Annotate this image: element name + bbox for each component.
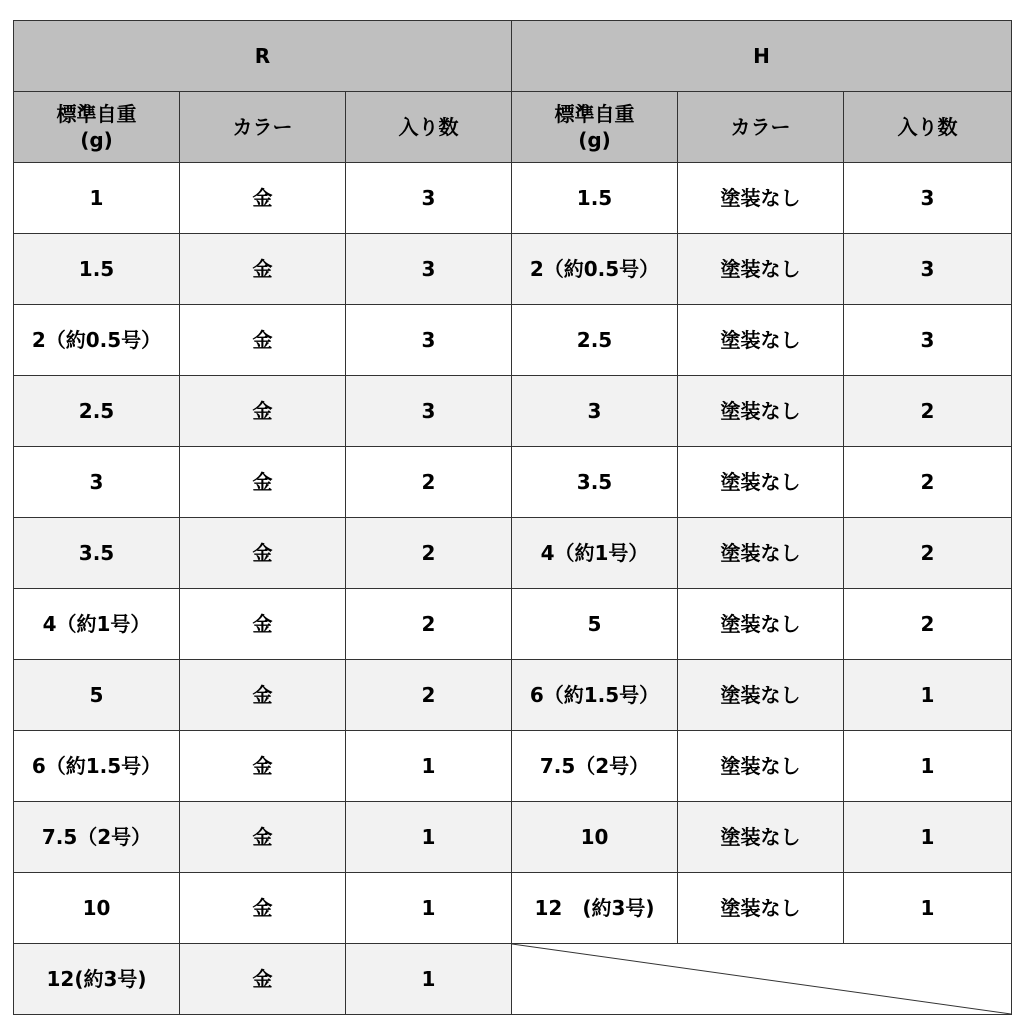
weight-header-line1: 標準自重 [554,102,635,126]
weight-spec-table [13,20,1012,1015]
column-header-count-h: 入り数 [844,92,1012,163]
group-header-row [14,21,1012,92]
table-row [14,802,1012,873]
table-row [14,660,1012,731]
r-color-cell: 金 [180,944,346,1015]
r-count-cell: 2 [346,589,512,660]
h-color-cell: 塗装なし [678,873,844,944]
h-count-cell: 1 [844,802,1012,873]
h-count-cell: 2 [844,376,1012,447]
group-header-r: R [14,21,512,92]
weight-header-line1: 標準自重 [56,102,137,126]
r-weight-cell: 1.5 [14,234,180,305]
column-header-weight-r [14,92,180,163]
weight-header-line2: (g) [578,128,611,152]
r-color-cell: 金 [180,873,346,944]
group-header-h: H [512,21,1012,92]
h-color-cell: 塗装なし [678,660,844,731]
r-weight-cell: 7.5（2号） [14,802,180,873]
r-weight-cell: 10 [14,873,180,944]
h-weight-cell: 6（約1.5号） [512,660,678,731]
h-color-cell: 塗装なし [678,376,844,447]
table-row [14,234,1012,305]
r-count-cell: 1 [346,873,512,944]
r-weight-cell: 4（約1号） [14,589,180,660]
r-count-cell: 2 [346,518,512,589]
r-weight-cell: 3.5 [14,518,180,589]
r-color-cell: 金 [180,305,346,376]
r-color-cell: 金 [180,163,346,234]
h-weight-cell: 3 [512,376,678,447]
r-color-cell: 金 [180,234,346,305]
h-weight-cell: 2.5 [512,305,678,376]
r-color-cell: 金 [180,518,346,589]
r-count-cell: 2 [346,447,512,518]
r-count-cell: 2 [346,660,512,731]
h-weight-cell: 1.5 [512,163,678,234]
column-header-color-r: カラー [180,92,346,163]
r-weight-cell: 1 [14,163,180,234]
r-count-cell: 1 [346,944,512,1015]
weight-header-line2: (g) [80,128,113,152]
column-header-weight-h [512,92,678,163]
h-count-cell: 1 [844,873,1012,944]
r-weight-cell: 3 [14,447,180,518]
r-weight-cell: 2.5 [14,376,180,447]
h-color-cell: 塗装なし [678,447,844,518]
h-count-cell: 1 [844,731,1012,802]
h-color-cell: 塗装なし [678,518,844,589]
empty-cell-slash [512,944,1012,1015]
r-weight-cell: 6（約1.5号） [14,731,180,802]
r-count-cell: 3 [346,163,512,234]
spec-table-container [13,20,1011,1011]
h-weight-cell: 7.5（2号） [512,731,678,802]
r-weight-cell: 12(約3号) [14,944,180,1015]
column-header-row [14,92,1012,163]
h-count-cell: 2 [844,518,1012,589]
column-header-color-h: カラー [678,92,844,163]
h-weight-cell: 3.5 [512,447,678,518]
h-count-cell: 3 [844,305,1012,376]
table-row [14,305,1012,376]
h-color-cell: 塗装なし [678,731,844,802]
h-color-cell: 塗装なし [678,802,844,873]
r-count-cell: 3 [346,376,512,447]
r-weight-cell: 2（約0.5号） [14,305,180,376]
r-count-cell: 1 [346,802,512,873]
h-color-cell: 塗装なし [678,234,844,305]
h-color-cell: 塗装なし [678,305,844,376]
h-weight-cell: 2（約0.5号） [512,234,678,305]
h-count-cell: 2 [844,447,1012,518]
r-weight-cell: 5 [14,660,180,731]
h-count-cell: 3 [844,234,1012,305]
r-count-cell: 1 [346,731,512,802]
table-row [14,873,1012,944]
table-row [14,447,1012,518]
r-color-cell: 金 [180,589,346,660]
column-header-count-r: 入り数 [346,92,512,163]
h-count-cell: 3 [844,163,1012,234]
table-row [14,518,1012,589]
table-row [14,376,1012,447]
r-color-cell: 金 [180,376,346,447]
h-weight-cell: 12 (約3号) [512,873,678,944]
h-weight-cell: 10 [512,802,678,873]
h-weight-cell: 4（約1号） [512,518,678,589]
r-count-cell: 3 [346,234,512,305]
h-count-cell: 1 [844,660,1012,731]
h-color-cell: 塗装なし [678,589,844,660]
r-count-cell: 3 [346,305,512,376]
diagonal-line [512,944,1011,1014]
h-color-cell: 塗装なし [678,163,844,234]
r-color-cell: 金 [180,802,346,873]
h-count-cell: 2 [844,589,1012,660]
table-row [14,589,1012,660]
table-row [14,944,1012,1015]
table-row [14,163,1012,234]
h-weight-cell: 5 [512,589,678,660]
r-color-cell: 金 [180,447,346,518]
table-row [14,731,1012,802]
r-color-cell: 金 [180,731,346,802]
r-color-cell: 金 [180,660,346,731]
